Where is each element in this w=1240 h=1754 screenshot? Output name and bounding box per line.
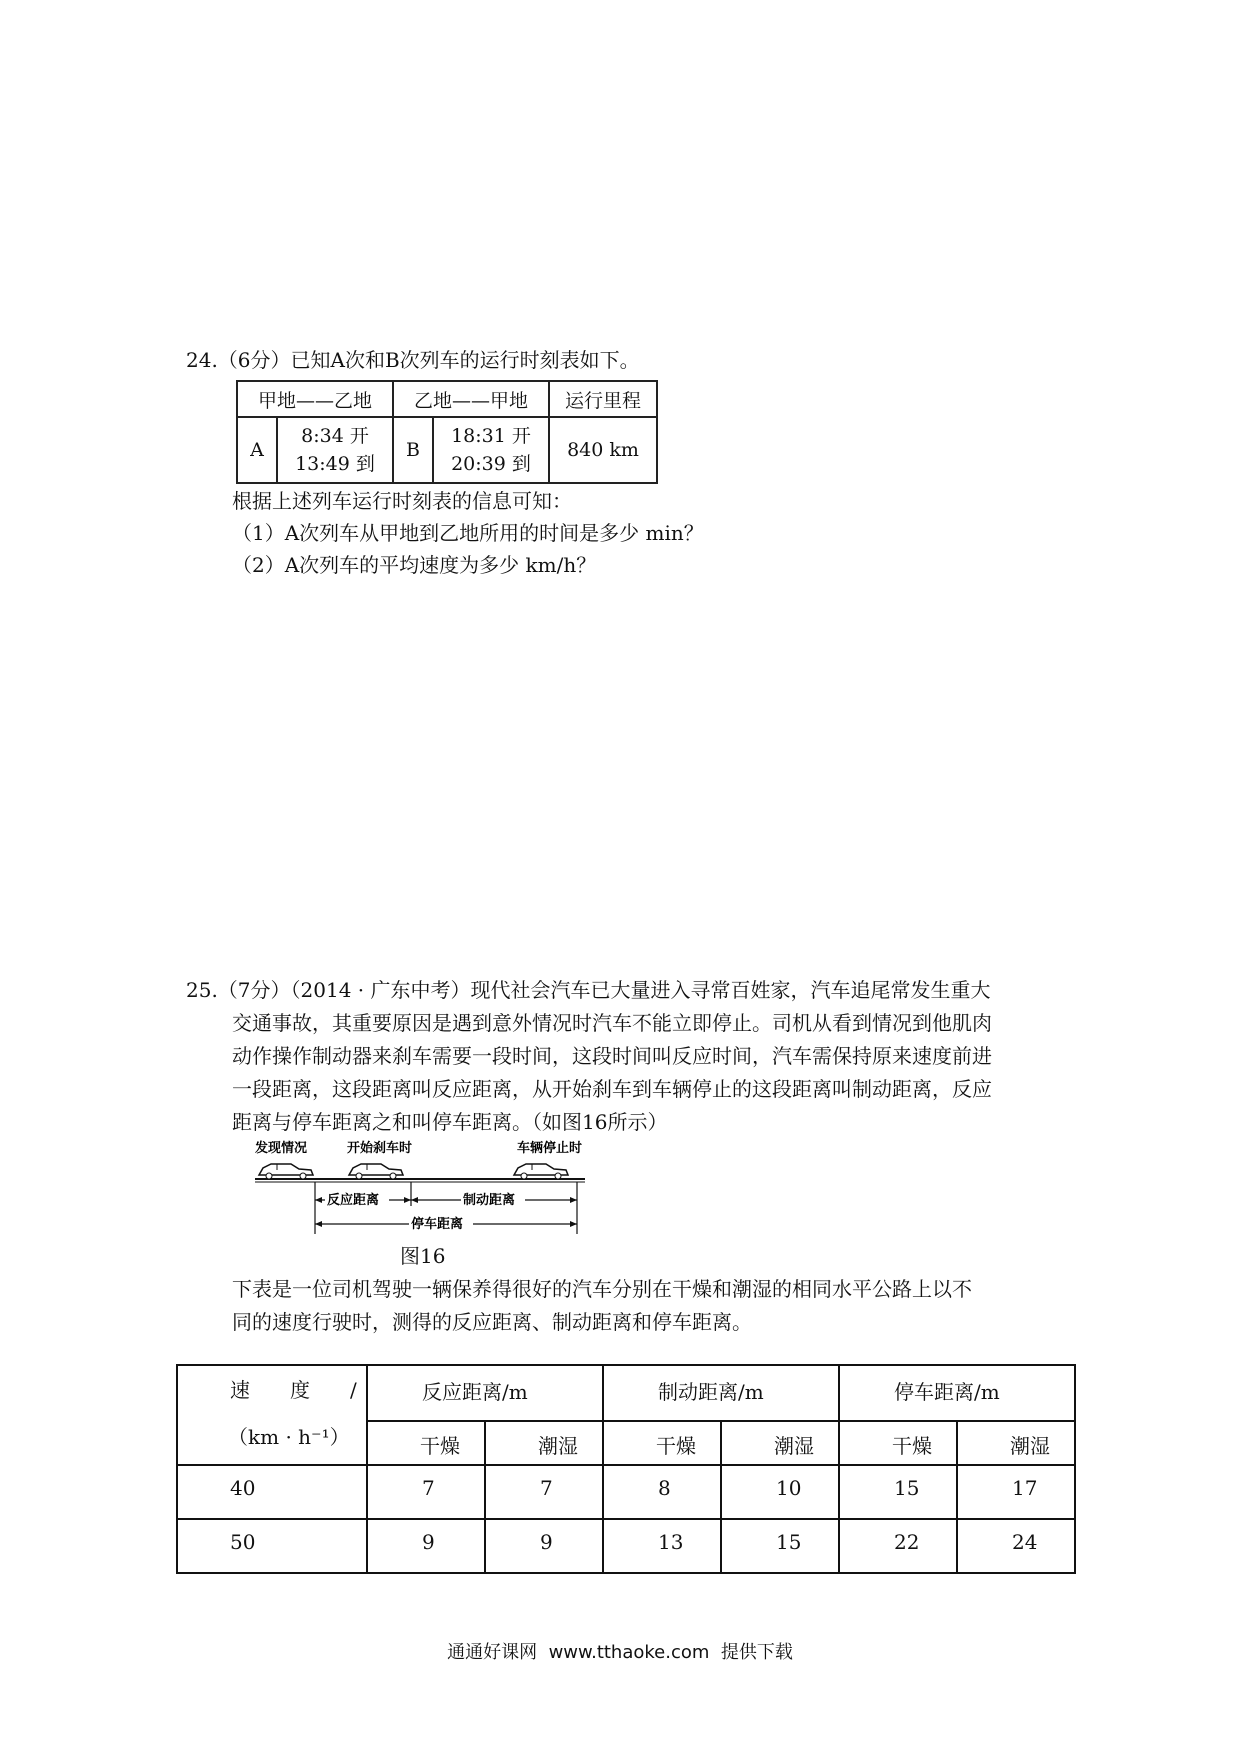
figure-caption: 图16 [400, 1244, 446, 1268]
value-cell: 9 [485, 1519, 603, 1573]
stopping-distance-svg [255, 1140, 595, 1236]
speed-header [177, 1365, 367, 1465]
header-distance: 运行里程 [549, 381, 657, 417]
train-a-depart: 8:34 开 [301, 425, 369, 447]
value-cell: 7 [485, 1465, 603, 1519]
table-row [177, 1519, 1075, 1573]
car-icon [514, 1164, 568, 1179]
value-cell: 15 [839, 1465, 957, 1519]
speed-header-line-2: （km · h⁻¹） [228, 1425, 350, 1449]
q25-line-1: 25.（7分）（2014 · 广东中考）现代社会汽车已大量进入寻常百姓家，汽车追尾常发生重大 [186, 978, 991, 1002]
train-a-arrive: 13:49 到 [295, 453, 375, 475]
reaction-distance-header: 反应距离/m [367, 1365, 603, 1421]
sub-header-dry: 干燥 [603, 1421, 721, 1465]
value-cell: 13 [603, 1519, 721, 1573]
value-cell: 7 [367, 1465, 485, 1519]
q25-line-4: 一段距离，这段距离叫反应距离，从开始刹车到车辆停止的这段距离叫制动距离，反应 [232, 1077, 992, 1101]
q25-table-intro-2: 同的速度行驶时，测得的反应距离、制动距离和停车距离。 [232, 1310, 752, 1334]
page-footer: 通通好课网 www.tthaoke.com 提供下载 [447, 1642, 793, 1663]
sub-header-wet: 潮湿 [957, 1421, 1075, 1465]
distance-value: 840 km [549, 417, 657, 483]
car-icon [259, 1164, 313, 1179]
speed-cell: 40 [177, 1465, 367, 1519]
train-b-times [433, 417, 549, 483]
sub-header-wet: 潮湿 [485, 1421, 603, 1465]
label-found-situation: 发现情况 [255, 1141, 308, 1156]
q24-title: 24.（6分）已知A次和B次列车的运行时刻表如下。 [186, 348, 640, 372]
figure-16-diagram [255, 1140, 595, 1236]
value-cell: 10 [721, 1465, 839, 1519]
q25-line-3: 动作操作制动器来刹车需要一段时间，这段时间叫反应时间，汽车需保持原来速度前进 [232, 1044, 992, 1068]
q24-sub1: （1）A次列车从甲地到乙地所用的时间是多少 min？ [232, 521, 704, 545]
sub-header-wet: 潮湿 [721, 1421, 839, 1465]
label-reaction-distance: 反应距离 [327, 1193, 380, 1208]
train-a-times [277, 417, 393, 483]
header-b-to-a: 乙地——甲地 [393, 381, 549, 417]
value-cell: 17 [957, 1465, 1075, 1519]
q24-intro: 根据上述列车运行时刻表的信息可知： [232, 489, 572, 513]
q24-sub2: （2）A次列车的平均速度为多少 km/h？ [232, 553, 597, 577]
sub-header-dry: 干燥 [839, 1421, 957, 1465]
value-cell: 15 [721, 1519, 839, 1573]
value-cell: 8 [603, 1465, 721, 1519]
train-a-label: A [237, 417, 277, 483]
label-car-stopped: 车辆停止时 [517, 1141, 583, 1156]
q25-line-2: 交通事故，其重要原因是遇到意外情况时汽车不能立即停止。司机从看到情况到他肌肉 [232, 1011, 992, 1035]
train-b-label: B [393, 417, 433, 483]
car-icon [349, 1164, 403, 1179]
sub-header-dry: 干燥 [367, 1421, 485, 1465]
label-start-braking: 开始刹车时 [347, 1141, 413, 1156]
header-a-to-b: 甲地——乙地 [237, 381, 393, 417]
q25-line-5: 距离与停车距离之和叫停车距离。（如图16所示） [232, 1110, 668, 1134]
table-row [177, 1465, 1075, 1519]
train-b-depart: 18:31 开 [451, 425, 531, 447]
q25-distance-table [176, 1364, 1076, 1574]
label-braking-distance: 制动距离 [463, 1193, 516, 1208]
braking-distance-header: 制动距离/m [603, 1365, 839, 1421]
value-cell: 9 [367, 1519, 485, 1573]
q24-schedule-table [236, 380, 658, 484]
speed-cell: 50 [177, 1519, 367, 1573]
value-cell: 24 [957, 1519, 1075, 1573]
stopping-distance-header: 停车距离/m [839, 1365, 1075, 1421]
label-stopping-distance: 停车距离 [411, 1217, 464, 1232]
speed-header-line-1: 速 度 / [230, 1378, 357, 1402]
q25-table-intro-1: 下表是一位司机驾驶一辆保养得很好的汽车分别在干燥和潮湿的相同水平公路上以不 [232, 1277, 972, 1301]
train-b-arrive: 20:39 到 [451, 453, 531, 475]
value-cell: 22 [839, 1519, 957, 1573]
